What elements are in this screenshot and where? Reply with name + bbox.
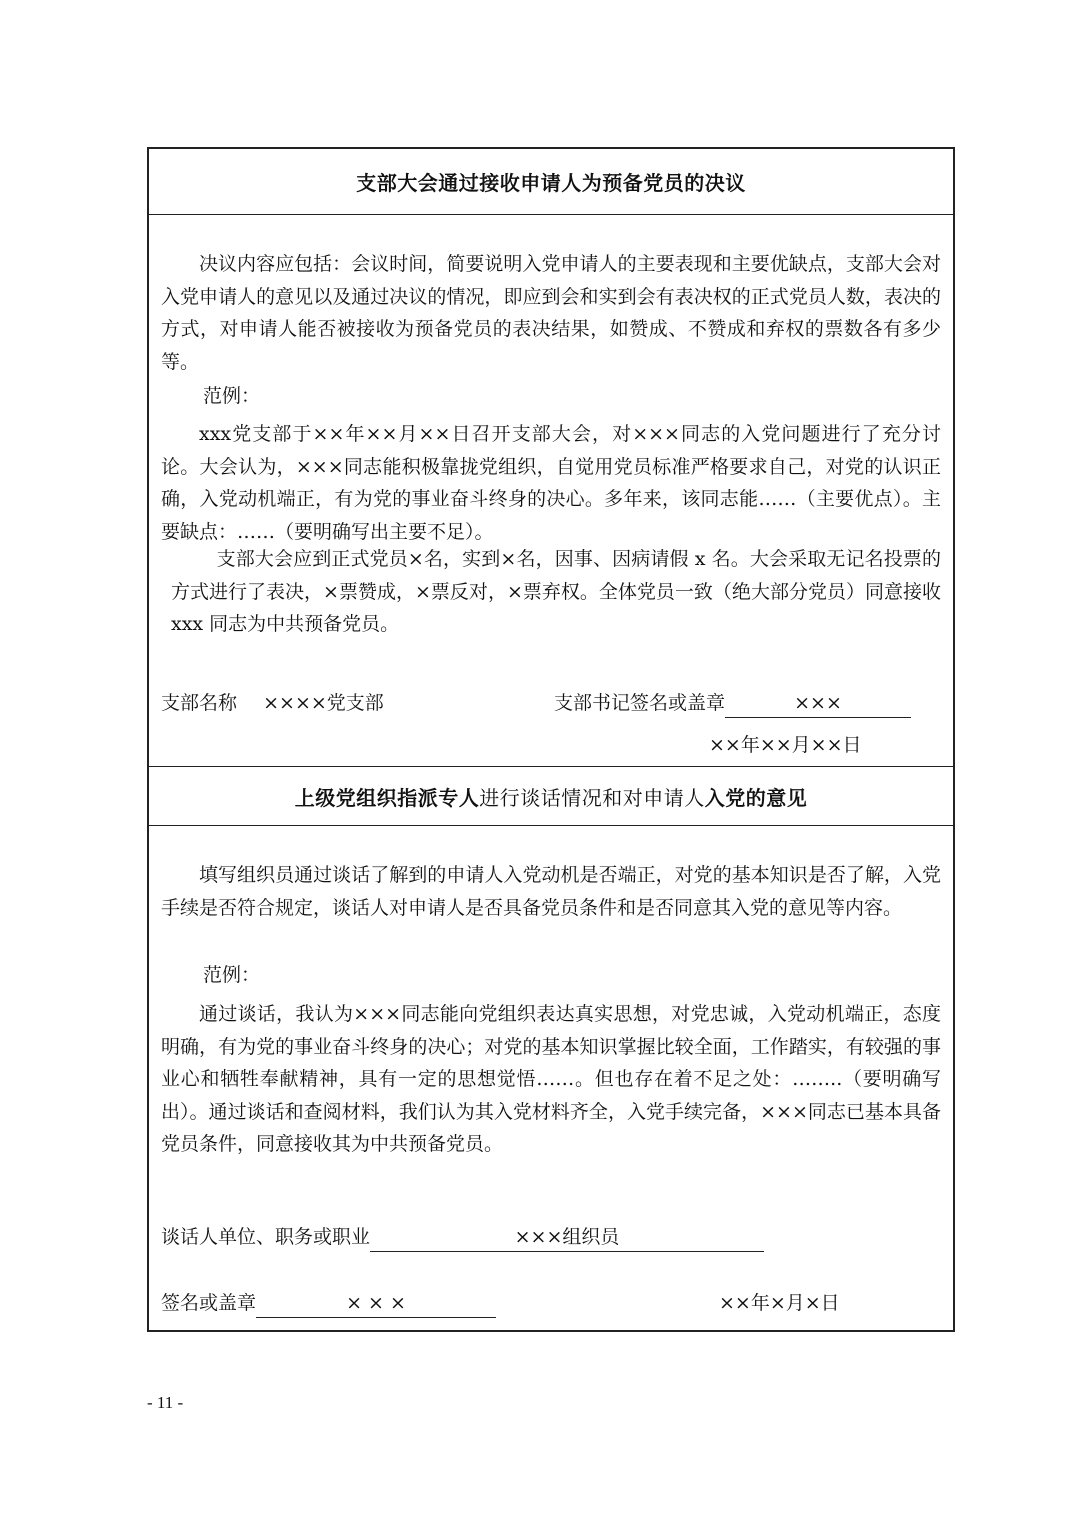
interview-instruction: 填写组织员通过谈话了解到的申请人入党动机是否端正，对党的基本知识是否了解，入党手续是否符合规定，谈话人对申请人是否具备党员条件和是否同意其入党的意见等内容。 bbox=[161, 864, 941, 919]
interviewer-signature-field: × × × bbox=[256, 1289, 496, 1318]
secretary-signature-line bbox=[554, 687, 911, 719]
interview-section-header bbox=[149, 766, 953, 826]
branch-name-value: ××××党支部 bbox=[263, 692, 384, 714]
branch-name-label: 支部名称 bbox=[161, 692, 238, 714]
interview-example-paragraph: 通过谈话，我认为×××同志能向党组织表达真实思想，对党忠诚，入党动机端正，态度明确，有为党的事业奋斗终身的决心；对党的基本知识掌握比较全面，工作踏实，有较强的事业心和牺牲奉献精神，具有一定的思想觉悟……。但也存在着不足之处：……..（要明确写出）。通过谈话和查阅材料，我们认为其入党材料齐全，入党手续完备，×××同志已基本具备党员条件，同意接收其为中共预备党员。 bbox=[161, 1003, 941, 1155]
resolution-section-title: 支部大会通过接收申请人为预备党员的决议 bbox=[356, 171, 746, 195]
interviewer-unit-label: 谈话人单位、职务或职业 bbox=[161, 1226, 371, 1248]
party-membership-form bbox=[147, 147, 955, 1332]
secretary-signature-field: ××× bbox=[725, 689, 911, 718]
branch-name-line bbox=[161, 687, 384, 719]
interviewer-signature-label: 签名或盖章 bbox=[161, 1292, 257, 1314]
resolution-date: ××年××月××日 bbox=[709, 734, 862, 756]
interviewer-unit-line bbox=[161, 1221, 764, 1253]
resolution-section-header bbox=[149, 149, 953, 215]
resolution-example-paragraph-2: 支部大会应到正式党员×名，实到×名，因事、因病请假 x 名。大会采取无记名投票的方式进行了表决，×票赞成，×票反对，×票弃权。全体党员一致（绝大部分党员）同意接收 xxx 同志为中共预备党员。 bbox=[171, 548, 941, 635]
interview-title-part-2: 进行谈话情况和对申请人 bbox=[479, 785, 705, 810]
interview-example-label: 范例： bbox=[203, 964, 261, 986]
resolution-example-paragraph-1: xxx党支部于××年××月××日召开支部大会，对×××同志的入党问题进行了充分讨论。大会认为，×××同志能积极靠拢党组织，自觉用党员标准严格要求自己，对党的认识正确，入党动机端正，有为党的事业奋斗终身的决心。多年来，该同志能……（主要优点）。主要缺点：……（要明确写出主要不足）。 bbox=[161, 423, 941, 543]
interviewer-signature-line bbox=[161, 1287, 496, 1319]
secretary-signature-label: 支部书记签名或盖章 bbox=[554, 692, 726, 714]
interview-date: ××年×月×日 bbox=[719, 1292, 840, 1314]
interviewer-unit-field: ×××组织员 bbox=[370, 1223, 764, 1252]
resolution-instruction: 决议内容应包括：会议时间，简要说明入党申请人的主要表现和主要优缺点，支部大会对入党申请人的意见以及通过决议的情况，即应到会和实到会有表决权的正式党员人数，表决的方式，对申请人能否被接收为预备党员的表决结果，如赞成、不赞成和弃权的票数各有多少等。 bbox=[161, 253, 941, 373]
resolution-example-label: 范例： bbox=[203, 385, 261, 407]
page-number: - 11 - bbox=[147, 1393, 184, 1412]
interview-title-part-1: 上级党组织指派专人 bbox=[294, 785, 480, 810]
interview-title-part-3: 入党的意见 bbox=[704, 785, 808, 810]
